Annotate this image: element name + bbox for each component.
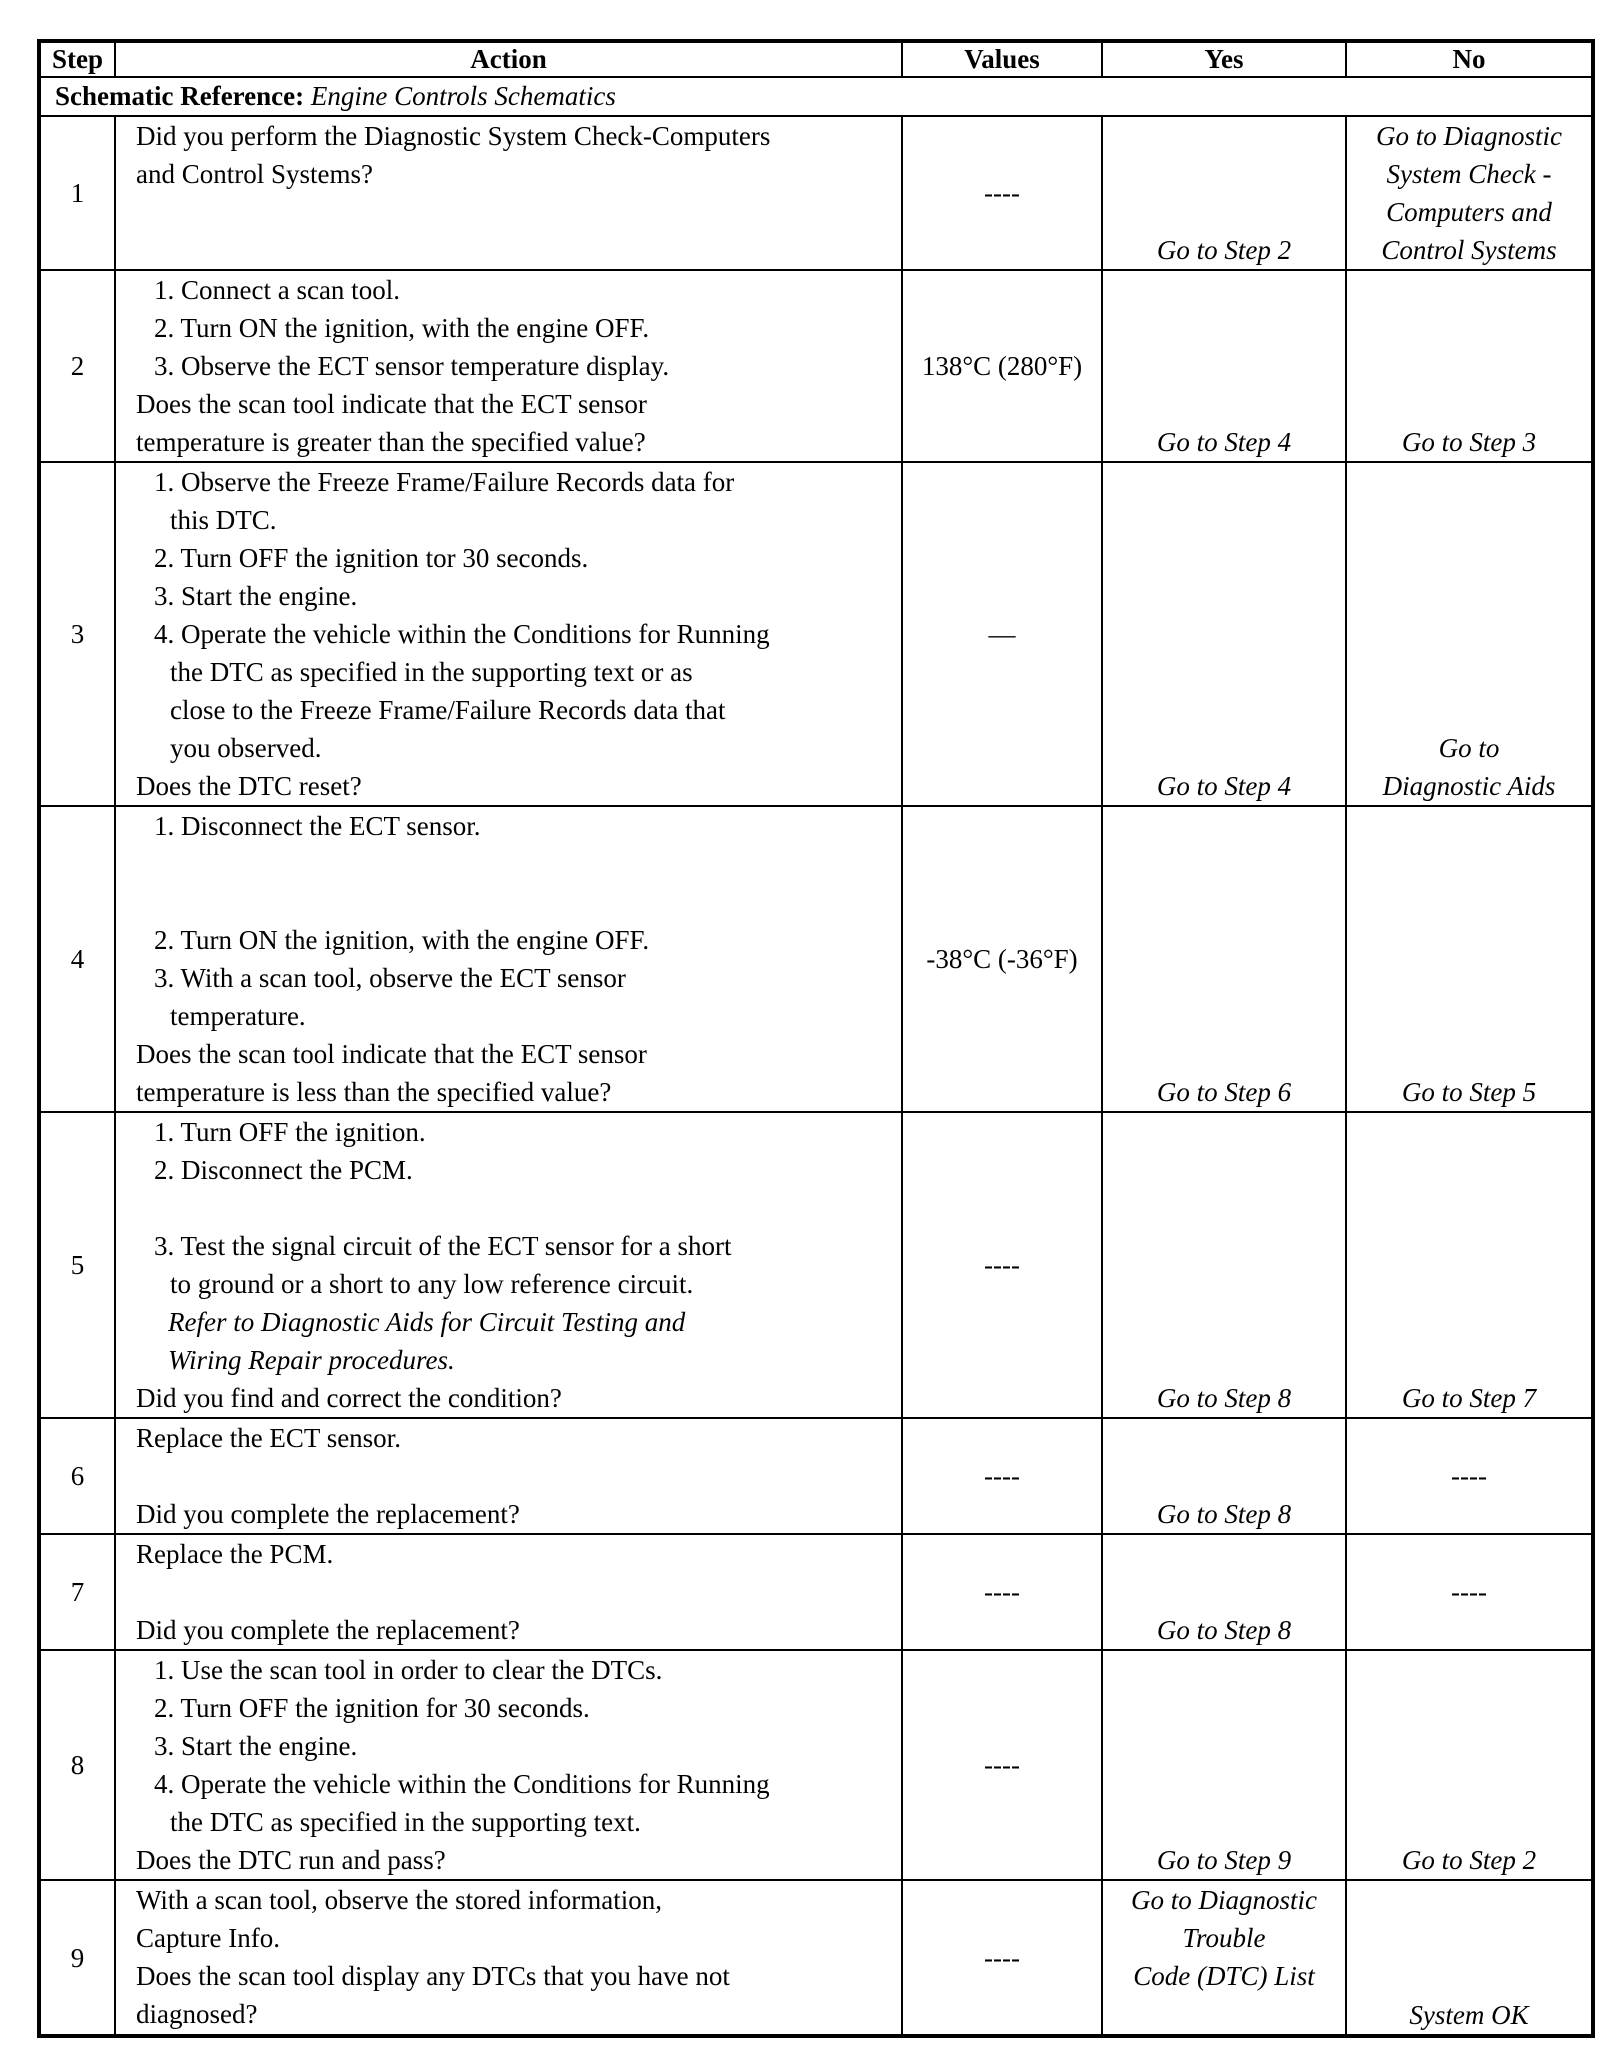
no-link[interactable]: Control Systems [1381,235,1557,265]
yes-link[interactable]: Go to Step 6 [1156,1077,1292,1107]
item-text: Operate the vehicle within the Conditions for Running [181,1769,770,1799]
step-number: 5 [39,1112,115,1418]
item-text-continued: this DTC. [170,505,277,535]
item-text: Start the engine. [181,1731,358,1761]
table-row-step-7 [39,1534,1593,1650]
item-number: 2. [154,1155,175,1185]
action-text: Did you find and correct the condition? [136,1383,562,1413]
item-text: Test the signal circuit of the ECT sensor for a short [180,1231,732,1261]
table-row-step-4 [39,806,1593,1112]
item-number: 3. [154,581,175,611]
value-cell: — [902,462,1102,806]
reference-note[interactable]: Refer to Diagnostic Aids for Circuit Testing and [168,1307,686,1337]
item-number: 1. [154,1117,175,1147]
action-cell [115,1534,902,1650]
blank-line [136,1457,901,1495]
action-text: Replace the PCM. [136,1539,334,1569]
yes-link[interactable]: Trouble [1182,1923,1266,1953]
action-step-item [136,615,901,653]
step-number: 9 [39,1880,115,2036]
action-step-item [136,347,901,385]
item-text: Disconnect the ECT sensor. [181,811,481,841]
item-number: 2. [154,1693,175,1723]
no-cell [1346,1880,1593,2036]
no-link[interactable]: Go to Step 2 [1401,1845,1537,1875]
no-link[interactable]: Go to Step 5 [1401,1077,1537,1107]
header-row [39,41,1593,77]
no-link[interactable]: System OK [1409,2000,1529,2030]
item-text: Turn ON the ignition, with the engine OFF. [180,925,650,955]
action-step-item [136,1727,901,1765]
yes-link[interactable]: Go to Step 2 [1156,235,1292,265]
value-cell: ---- [902,1650,1102,1880]
action-step-item [136,577,901,615]
no-link[interactable]: System Check - [1386,159,1552,189]
value-cell: ---- [902,1418,1102,1534]
no-cell [1346,270,1593,462]
no-cell [1346,462,1593,806]
action-text: Capture Info. [136,1923,280,1953]
yes-link[interactable]: Go to Step 9 [1156,1845,1292,1875]
step-number: 1 [39,116,115,270]
action-step-item [136,1651,901,1689]
action-cell [115,1418,902,1534]
table-row-step-8 [39,1650,1593,1880]
action-text: Does the scan tool display any DTCs that you have not [136,1961,730,1991]
item-number: 1. [154,811,175,841]
no-link[interactable]: Go to Diagnostic [1376,121,1562,151]
header-action: Action [115,41,902,77]
action-cell [115,806,902,1112]
table-row-step-1 [39,116,1593,270]
yes-link[interactable]: Go to Step 8 [1156,1615,1292,1645]
value-cell: 138°C (280°F) [902,270,1102,462]
action-step-item [136,463,901,501]
step-number: 3 [39,462,115,806]
action-step-item [136,309,901,347]
table-row-step-2 [39,270,1593,462]
item-number: 3. [154,1231,175,1261]
schematic-reference [39,77,1593,116]
action-cell [115,1650,902,1880]
action-cell [115,116,902,270]
item-text: Turn ON the ignition, with the engine OFF. [180,313,650,343]
yes-cell [1102,806,1346,1112]
value-cell: ---- [902,1112,1102,1418]
action-text: temperature is less than the specified value? [136,1077,612,1107]
item-text: Start the engine. [181,581,358,611]
table-row-step-6 [39,1418,1593,1534]
no-cell: ---- [1346,1534,1593,1650]
no-link[interactable]: Go to [1438,733,1500,763]
yes-link[interactable]: Go to Step 4 [1156,427,1292,457]
item-text: With a scan tool, observe the ECT sensor [180,963,626,993]
item-number: 3. [154,351,175,381]
action-step-item [136,1689,901,1727]
table-row-step-9 [39,1880,1593,2036]
no-link[interactable]: Go to Step 7 [1401,1383,1537,1413]
action-step-item [136,807,901,845]
header-yes: Yes [1102,41,1346,77]
action-cell [115,1880,902,2036]
no-cell: ---- [1346,1418,1593,1534]
item-number: 3. [154,1731,175,1761]
action-step-item [136,1113,901,1151]
action-text: temperature is greater than the specified value? [136,427,646,457]
yes-link[interactable]: Code (DTC) List [1133,1961,1315,1991]
item-text-continued: to ground or a short to any low reference circuit. [170,1269,694,1299]
step-number: 8 [39,1650,115,1880]
yes-link[interactable]: Go to Step 8 [1156,1499,1292,1529]
value-cell: ---- [902,116,1102,270]
step-number: 4 [39,806,115,1112]
no-cell [1346,806,1593,1112]
yes-cell [1102,1880,1346,2036]
reference-note[interactable]: Wiring Repair procedures. [168,1345,455,1375]
step-number: 7 [39,1534,115,1650]
action-step-item [136,271,901,309]
schematic-label: Schematic Reference: [55,81,305,111]
action-text: Does the DTC reset? [136,771,362,801]
action-text: Did you perform the Diagnostic System Check-Computers [136,121,771,151]
action-text: diagnosed? [136,1999,258,2029]
no-cell [1346,116,1593,270]
action-text: Did you complete the replacement? [136,1615,520,1645]
item-text-continued: close to the Freeze Frame/Failure Records data that [170,695,726,725]
item-text-continued: the DTC as specified in the supporting text or as [170,657,693,687]
action-step-item [136,1151,901,1189]
item-text-continued: you observed. [170,733,322,763]
item-number: 4. [154,1769,175,1799]
no-link[interactable]: Diagnostic Aids [1382,771,1556,801]
action-text: Does the DTC run and pass? [136,1845,446,1875]
action-text: Does the scan tool indicate that the ECT sensor [136,389,647,419]
no-link[interactable]: Computers and [1386,197,1552,227]
item-text: Observe the Freeze Frame/Failure Records data for [181,467,735,497]
diagnostic-table [37,39,1595,2038]
item-text: Connect a scan tool. [181,275,400,305]
item-number: 2. [154,313,175,343]
item-text: Turn OFF the ignition for 30 seconds. [180,1693,590,1723]
blank-line [136,883,901,921]
header-values: Values [902,41,1102,77]
item-number: 3. [154,963,175,993]
action-step-item [136,539,901,577]
item-text-continued: the DTC as specified in the supporting text. [170,1807,641,1837]
yes-cell [1102,462,1346,806]
blank-line [136,845,901,883]
action-step-item [136,1227,901,1265]
yes-cell [1102,1650,1346,1880]
schematic-link[interactable]: Engine Controls Schematics [310,81,616,111]
action-cell [115,462,902,806]
item-number: 4. [154,619,175,649]
yes-cell [1102,1418,1346,1534]
item-number: 1. [154,467,175,497]
item-text: Operate the vehicle within the Conditions for Running [181,619,770,649]
value-cell: ---- [902,1534,1102,1650]
step-number: 6 [39,1418,115,1534]
action-cell [115,1112,902,1418]
no-link[interactable]: Go to Step 3 [1401,427,1537,457]
item-text: Observe the ECT sensor temperature display. [181,351,670,381]
value-cell: ---- [902,1880,1102,2036]
action-text: Replace the ECT sensor. [136,1423,401,1453]
yes-cell [1102,116,1346,270]
action-cell [115,270,902,462]
action-text: Does the scan tool indicate that the ECT sensor [136,1039,647,1069]
item-text: Turn OFF the ignition. [180,1117,426,1147]
action-step-item [136,921,901,959]
step-number: 2 [39,270,115,462]
action-text: and Control Systems? [136,159,373,189]
header-no: No [1346,41,1593,77]
blank-line [136,1573,901,1611]
action-step-item [136,1765,901,1803]
yes-cell [1102,1112,1346,1418]
yes-link[interactable]: Go to Diagnostic [1131,1885,1317,1915]
yes-link[interactable]: Go to Step 4 [1156,771,1292,801]
item-text-continued: temperature. [170,1001,306,1031]
no-cell [1346,1650,1593,1880]
yes-cell [1102,1534,1346,1650]
header-step: Step [39,41,115,77]
item-number: 1. [154,275,175,305]
yes-cell [1102,270,1346,462]
value-cell: -38°C (-36°F) [902,806,1102,1112]
blank-line [136,1189,901,1227]
action-text: With a scan tool, observe the stored information, [136,1885,663,1915]
item-text: Turn OFF the ignition tor 30 seconds. [180,543,589,573]
item-number: 2. [154,543,175,573]
table-row-step-3 [39,462,1593,806]
action-text: Did you complete the replacement? [136,1499,520,1529]
table-row-step-5 [39,1112,1593,1418]
item-text: Use the scan tool in order to clear the DTCs. [181,1655,663,1685]
action-step-item [136,959,901,997]
no-cell [1346,1112,1593,1418]
item-text: Disconnect the PCM. [181,1155,413,1185]
item-number: 1. [154,1655,175,1685]
item-number: 2. [154,925,175,955]
schematic-reference-row [39,77,1593,116]
yes-link[interactable]: Go to Step 8 [1156,1383,1292,1413]
